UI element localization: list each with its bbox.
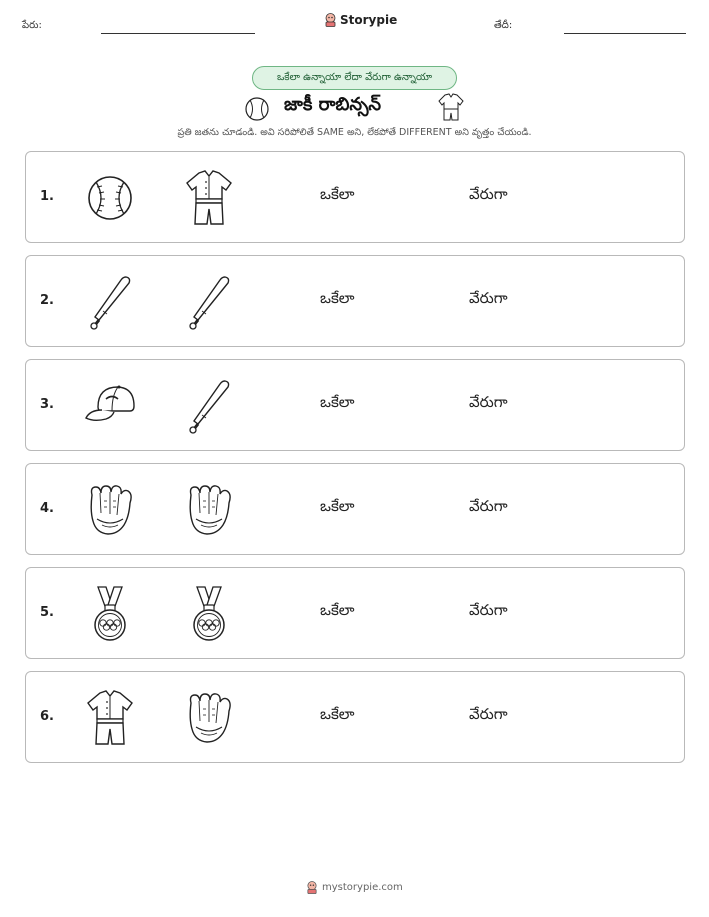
- footer-site: mystorypie.com: [322, 882, 403, 893]
- jersey-icon: [436, 92, 466, 122]
- same-option[interactable]: ఒకేలా: [320, 185, 355, 203]
- medal-icon: [181, 585, 237, 643]
- storypie-logo-icon: [306, 881, 318, 894]
- different-option[interactable]: వేరుగా: [469, 185, 508, 203]
- same-option[interactable]: ఒకేలా: [320, 393, 355, 411]
- brand-name: Storypie: [340, 13, 398, 27]
- medal-icon: [82, 585, 138, 643]
- glove-icon: [82, 481, 138, 539]
- bat-icon: [82, 273, 138, 331]
- different-option[interactable]: వేరుగా: [469, 393, 508, 411]
- pair-row: [25, 151, 685, 243]
- date-line[interactable]: [564, 33, 686, 34]
- baseball-icon: [244, 96, 270, 122]
- brand: [324, 13, 397, 27]
- same-option[interactable]: ఒకేలా: [320, 289, 355, 307]
- name-label: పేరు:: [22, 20, 42, 31]
- storypie-logo-icon: [324, 13, 337, 27]
- bat-icon: [181, 273, 237, 331]
- jersey-icon: [181, 169, 237, 227]
- pair-row: [25, 255, 685, 347]
- different-option[interactable]: వేరుగా: [469, 705, 508, 723]
- date-label: తేదీ:: [494, 20, 513, 31]
- row-number: 2.: [40, 293, 54, 308]
- glove-icon: [181, 689, 237, 747]
- name-line[interactable]: [101, 33, 255, 34]
- instructions: ప్రతి జతను చూడండి. అవి సరిపోలితే SAME అని, లేకపోతే DIFFERENT అని వృత్తం చేయండి.: [177, 127, 532, 138]
- different-option[interactable]: వేరుగా: [469, 289, 508, 307]
- footer: [306, 881, 403, 894]
- pair-row: [25, 567, 685, 659]
- cap-icon: [82, 377, 138, 435]
- row-number: 6.: [40, 709, 54, 724]
- row-number: 3.: [40, 397, 54, 412]
- row-number: 5.: [40, 605, 54, 620]
- title-row: [0, 90, 709, 126]
- different-option[interactable]: వేరుగా: [469, 497, 508, 515]
- jersey-icon: [82, 689, 138, 747]
- same-option[interactable]: ఒకేలా: [320, 601, 355, 619]
- subtitle-pill: ఒకేలా ఉన్నాయా లేదా వేరుగా ఉన్నాయా: [252, 66, 457, 90]
- pair-row: [25, 463, 685, 555]
- baseball-icon: [82, 169, 138, 227]
- row-number: 4.: [40, 501, 54, 516]
- row-number: 1.: [40, 189, 54, 204]
- different-option[interactable]: వేరుగా: [469, 601, 508, 619]
- same-option[interactable]: ఒకేలా: [320, 705, 355, 723]
- page-title: జాకీ రాబిన్సన్: [284, 94, 382, 115]
- pair-row: [25, 359, 685, 451]
- pair-row: [25, 671, 685, 763]
- bat-icon: [181, 377, 237, 435]
- glove-icon: [181, 481, 237, 539]
- same-option[interactable]: ఒకేలా: [320, 497, 355, 515]
